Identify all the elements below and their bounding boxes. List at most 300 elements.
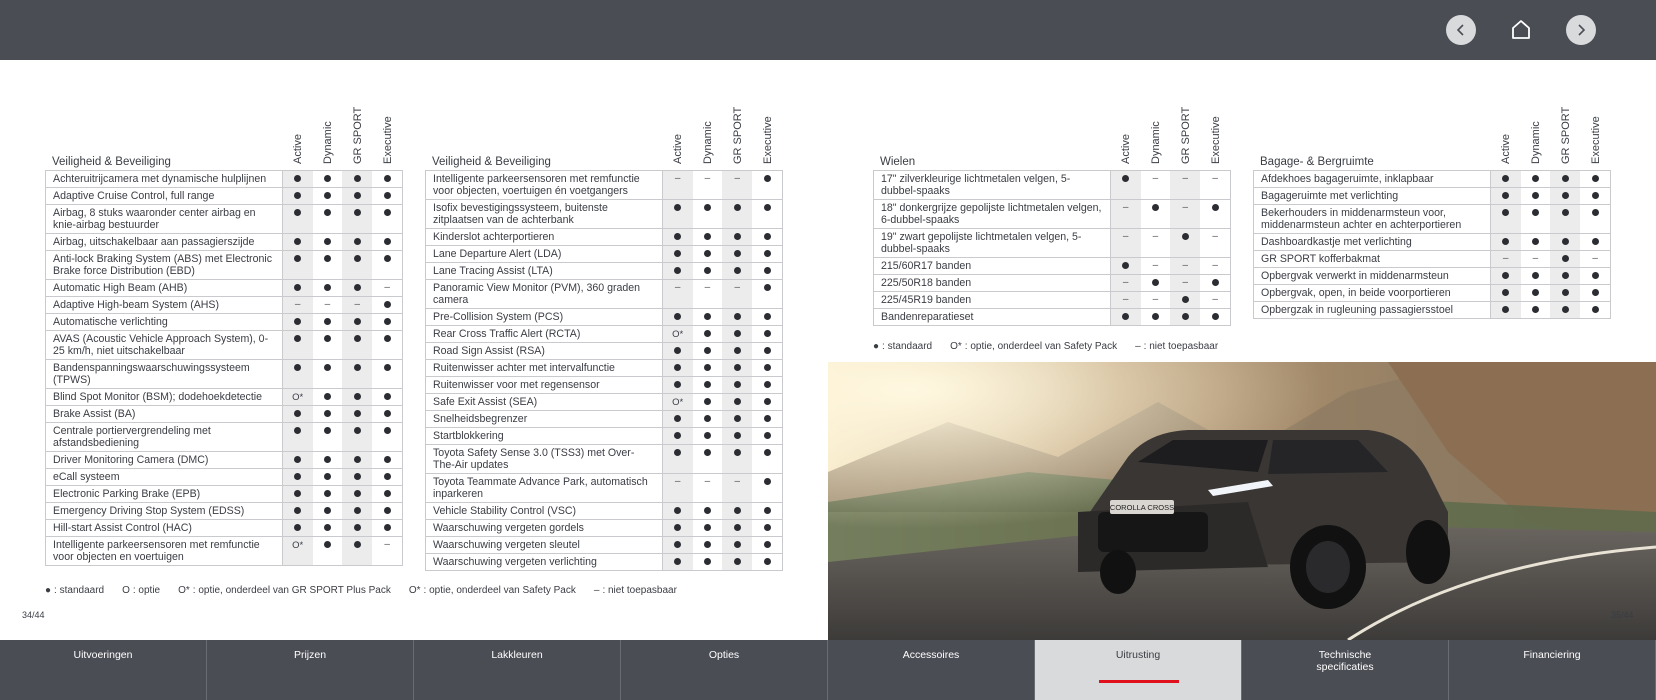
availability-cell <box>722 445 752 473</box>
feature-label: Rear Cross Traffic Alert (RCTA) <box>426 326 663 342</box>
availability-cell <box>283 503 313 519</box>
legend-standard: ● : standaard <box>873 341 933 352</box>
standard-dot-icon <box>674 524 681 531</box>
table-row <box>426 309 782 326</box>
availability-cell <box>372 280 402 296</box>
standard-dot-icon <box>1502 306 1509 313</box>
standard-dot-icon <box>734 524 741 531</box>
standard-dot-icon <box>764 507 771 514</box>
availability-cell <box>663 394 693 410</box>
availability-cell <box>752 309 782 325</box>
availability-cell <box>1170 309 1200 325</box>
availability-cell <box>1550 205 1580 233</box>
table-row <box>1254 171 1610 188</box>
availability-cell <box>1491 171 1521 187</box>
feature-label: Hill-start Assist Control (HAC) <box>46 520 283 536</box>
availability-cell <box>722 520 752 536</box>
availability-cell <box>1521 234 1551 250</box>
feature-label: Vehicle Stability Control (VSC) <box>426 503 663 519</box>
standard-dot-icon <box>764 558 771 565</box>
column-header-label: Executive <box>382 116 394 164</box>
standard-dot-icon <box>674 233 681 240</box>
availability-cell <box>693 263 723 279</box>
column-header <box>373 94 403 164</box>
table-row <box>1254 234 1610 251</box>
availability-cell <box>752 428 782 444</box>
standard-dot-icon <box>1502 209 1509 216</box>
standard-dot-icon <box>1592 192 1599 199</box>
availability-cell <box>1491 205 1521 233</box>
standard-dot-icon <box>764 284 771 291</box>
availability-cell <box>313 251 343 279</box>
availability-cell <box>283 314 313 330</box>
active-tab-indicator <box>1099 680 1179 683</box>
not-applicable-mark: – <box>1152 173 1159 184</box>
availability-cell <box>663 428 693 444</box>
not-applicable-mark: – <box>384 539 390 550</box>
availability-cell <box>1521 285 1551 301</box>
standard-dot-icon <box>384 490 391 497</box>
standard-dot-icon <box>1122 175 1129 182</box>
availability-cell <box>663 503 693 519</box>
standard-dot-icon <box>674 558 681 565</box>
safety-table-1 <box>45 100 403 566</box>
availability-cell <box>1550 268 1580 284</box>
availability-cell <box>283 234 313 250</box>
tab-prijzen[interactable] <box>207 640 414 700</box>
table-header <box>425 100 783 170</box>
availability-cell <box>372 537 402 565</box>
standard-dot-icon <box>704 398 711 405</box>
availability-cell <box>313 331 343 359</box>
standard-dot-icon <box>704 541 711 548</box>
standard-dot-icon <box>324 255 331 262</box>
column-header <box>1491 94 1521 164</box>
availability-cell <box>1200 258 1230 274</box>
not-applicable-mark: – <box>324 299 331 310</box>
standard-dot-icon <box>324 507 331 514</box>
availability-cell <box>372 452 402 468</box>
standard-dot-icon <box>354 393 361 400</box>
availability-cell <box>342 314 372 330</box>
standard-dot-icon <box>764 175 771 182</box>
standard-dot-icon <box>354 175 361 182</box>
standard-dot-icon <box>1562 192 1569 199</box>
table-row <box>426 343 782 360</box>
feature-label: Airbag, uitschakelbaar aan passagierszijde <box>46 234 283 250</box>
table-row <box>426 246 782 263</box>
availability-cell <box>693 280 723 308</box>
availability-cell <box>722 280 752 308</box>
feature-label: Airbag, 8 stuks waaronder center airbag en knie-airbag bestuurder <box>46 205 283 233</box>
availability-cell <box>1491 268 1521 284</box>
standard-dot-icon <box>1502 238 1509 245</box>
standard-dot-icon <box>1562 209 1569 216</box>
standard-dot-icon <box>1592 289 1599 296</box>
option-mark: O* <box>672 397 684 408</box>
column-header-label: Executive <box>762 116 774 164</box>
standard-dot-icon <box>1122 262 1129 269</box>
availability-cell <box>663 520 693 536</box>
standard-dot-icon <box>294 524 301 531</box>
column-header <box>1201 94 1231 164</box>
availability-cell <box>283 469 313 485</box>
standard-dot-icon <box>764 398 771 405</box>
standard-dot-icon <box>294 238 301 245</box>
standard-dot-icon <box>324 456 331 463</box>
standard-dot-icon <box>1532 289 1539 296</box>
not-applicable-mark: – <box>1122 277 1129 288</box>
standard-dot-icon <box>354 284 361 291</box>
table-row <box>1254 268 1610 285</box>
tab-accessoires[interactable] <box>828 640 1035 700</box>
availability-cell <box>693 537 723 553</box>
column-header <box>693 94 723 164</box>
feature-label: Afdekhoes bagageruimte, inklapbaar <box>1254 171 1491 187</box>
availability-cell <box>313 280 343 296</box>
not-applicable-mark: – <box>1182 202 1189 213</box>
availability-cell <box>663 200 693 228</box>
availability-cell <box>752 171 782 199</box>
standard-dot-icon <box>704 313 711 320</box>
not-applicable-mark: – <box>1122 202 1129 213</box>
table-row <box>874 200 1230 229</box>
feature-table <box>1253 170 1611 319</box>
feature-label: Bandenreparatieset <box>874 309 1111 325</box>
tab-uitrusting[interactable] <box>1035 640 1242 700</box>
table-title: Veiligheid & Beveiliging <box>52 156 171 168</box>
availability-cell <box>1580 285 1610 301</box>
availability-cell <box>752 445 782 473</box>
standard-dot-icon <box>734 381 741 388</box>
standard-dot-icon <box>764 541 771 548</box>
availability-cell <box>1111 229 1141 257</box>
availability-cell <box>722 537 752 553</box>
home-button[interactable] <box>1506 14 1536 44</box>
availability-cell <box>283 188 313 204</box>
availability-cell <box>693 428 723 444</box>
feature-label: Achteruitrijcamera met dynamische hulplijnen <box>46 171 283 187</box>
availability-cell <box>752 377 782 393</box>
column-header-label: Dynamic <box>1150 121 1162 164</box>
standard-dot-icon <box>324 490 331 497</box>
availability-cell <box>313 234 343 250</box>
table-row <box>426 394 782 411</box>
option-mark: O* <box>672 329 684 340</box>
car-illustration <box>828 362 1656 640</box>
availability-cell <box>283 486 313 502</box>
standard-dot-icon <box>384 238 391 245</box>
standard-dot-icon <box>734 507 741 514</box>
standard-dot-icon <box>384 301 391 308</box>
standard-dot-icon <box>704 364 711 371</box>
table-row <box>426 474 782 503</box>
feature-label: Safe Exit Assist (SEA) <box>426 394 663 410</box>
standard-dot-icon <box>704 507 711 514</box>
not-applicable-mark: – <box>734 173 741 184</box>
feature-label: Toyota Teammate Advance Park, automatisch inparkeren <box>426 474 663 502</box>
table-title: Veiligheid & Beveiliging <box>432 156 551 168</box>
availability-cell <box>1521 188 1551 204</box>
availability-cell <box>283 406 313 422</box>
option-mark: O* <box>292 540 304 551</box>
availability-cell <box>313 188 343 204</box>
availability-cell <box>663 229 693 245</box>
table-title: Bagage- & Bergruimte <box>1260 156 1374 168</box>
table-row <box>426 537 782 554</box>
standard-dot-icon <box>764 313 771 320</box>
standard-dot-icon <box>704 449 711 456</box>
not-applicable-mark: – <box>674 282 681 293</box>
feature-label: 17" zilverkleurige lichtmetalen velgen, 5-dubbel-spaaks <box>874 171 1111 199</box>
standard-dot-icon <box>764 381 771 388</box>
availability-cell <box>693 360 723 376</box>
availability-cell <box>1491 234 1521 250</box>
availability-cell <box>372 503 402 519</box>
feature-label: Waarschuwing vergeten sleutel <box>426 537 663 553</box>
availability-cell <box>693 520 723 536</box>
standard-dot-icon <box>674 204 681 211</box>
table-row <box>874 258 1230 275</box>
availability-cell <box>372 234 402 250</box>
tab-label: Financiering <box>1523 649 1581 661</box>
availability-cell <box>313 469 343 485</box>
tab-financiering[interactable] <box>1449 640 1656 700</box>
availability-cell <box>313 389 343 405</box>
standard-dot-icon <box>354 507 361 514</box>
feature-label: Ruitenwisser voor met regensensor <box>426 377 663 393</box>
availability-cell <box>372 486 402 502</box>
availability-cell <box>722 229 752 245</box>
availability-cell <box>1141 200 1171 228</box>
availability-cell <box>342 423 372 451</box>
standard-dot-icon <box>324 175 331 182</box>
availability-cell <box>722 474 752 502</box>
standard-dot-icon <box>384 335 391 342</box>
availability-cell <box>283 520 313 536</box>
tab-uitvoeringen[interactable] <box>0 640 207 700</box>
availability-cell <box>372 406 402 422</box>
availability-cell <box>283 537 313 565</box>
table-row <box>46 423 402 452</box>
chevron-right-icon <box>1574 23 1588 37</box>
standard-dot-icon <box>294 318 301 325</box>
standard-dot-icon <box>1562 306 1569 313</box>
availability-cell <box>283 297 313 313</box>
standard-dot-icon <box>1562 175 1569 182</box>
standard-dot-icon <box>734 541 741 548</box>
standard-dot-icon <box>674 313 681 320</box>
availability-cell <box>752 360 782 376</box>
table-header <box>873 100 1231 170</box>
standard-dot-icon <box>764 415 771 422</box>
standard-dot-icon <box>384 473 391 480</box>
table-row <box>426 377 782 394</box>
availability-cell <box>1550 302 1580 318</box>
standard-dot-icon <box>354 473 361 480</box>
availability-cell <box>752 554 782 570</box>
availability-cell <box>1521 171 1551 187</box>
availability-cell <box>722 377 752 393</box>
availability-cell <box>1170 171 1200 199</box>
standard-dot-icon <box>1592 272 1599 279</box>
availability-cell <box>1550 171 1580 187</box>
standard-dot-icon <box>324 209 331 216</box>
availability-cell <box>313 452 343 468</box>
not-applicable-mark: – <box>1212 231 1218 242</box>
feature-label: 18" donkergrijze gepolijste lichtmetalen velgen, 6-dubbel-spaaks <box>874 200 1111 228</box>
availability-cell <box>722 394 752 410</box>
standard-dot-icon <box>1592 209 1599 216</box>
availability-cell <box>663 537 693 553</box>
standard-dot-icon <box>324 541 331 548</box>
standard-dot-icon <box>1182 313 1189 320</box>
availability-cell <box>342 280 372 296</box>
column-header <box>1141 94 1171 164</box>
availability-cell <box>342 297 372 313</box>
table-row <box>46 251 402 280</box>
column-header-label: Dynamic <box>702 121 714 164</box>
availability-cell <box>1111 309 1141 325</box>
next-page-button[interactable] <box>1566 15 1596 45</box>
car-photo <box>828 362 1656 640</box>
feature-label: Dashboardkastje met verlichting <box>1254 234 1491 250</box>
feature-label: Blind Spot Monitor (BSM); dodehoekdetectie <box>46 389 283 405</box>
column-header <box>1111 94 1141 164</box>
column-header <box>1581 94 1611 164</box>
standard-dot-icon <box>674 364 681 371</box>
availability-cell <box>342 171 372 187</box>
availability-cell <box>342 537 372 565</box>
standard-dot-icon <box>764 478 771 485</box>
feature-label: Waarschuwing vergeten gordels <box>426 520 663 536</box>
availability-cell <box>1491 302 1521 318</box>
standard-dot-icon <box>384 456 391 463</box>
availability-cell <box>663 171 693 199</box>
legend-na: – : niet toepasbaar <box>1135 341 1219 352</box>
feature-label: Lane Departure Alert (LDA) <box>426 246 663 262</box>
availability-cell <box>342 389 372 405</box>
availability-cell <box>1491 188 1521 204</box>
availability-cell <box>1111 171 1141 199</box>
page-number-right: 35/44 <box>1611 610 1634 620</box>
availability-cell <box>1170 229 1200 257</box>
availability-cell <box>752 503 782 519</box>
standard-dot-icon <box>354 541 361 548</box>
table-row <box>874 275 1230 292</box>
feature-label: Automatische verlichting <box>46 314 283 330</box>
not-applicable-mark: – <box>1182 260 1189 271</box>
feature-table <box>425 170 783 571</box>
standard-dot-icon <box>384 255 391 262</box>
legend-safety-option: O* : optie, onderdeel van Safety Pack <box>950 341 1118 352</box>
availability-cell <box>722 554 752 570</box>
table-title: Wielen <box>880 156 916 168</box>
availability-cell <box>342 205 372 233</box>
availability-cell <box>752 537 782 553</box>
standard-dot-icon <box>1212 204 1219 211</box>
standard-dot-icon <box>324 427 331 434</box>
availability-cell <box>1491 285 1521 301</box>
not-applicable-mark: – <box>734 282 741 293</box>
availability-cell <box>752 326 782 342</box>
table-row <box>46 234 402 251</box>
tab-label: Technische specificaties <box>1316 649 1374 673</box>
table-row <box>46 360 402 389</box>
top-bar <box>0 0 1656 60</box>
availability-cell <box>752 200 782 228</box>
availability-cell <box>372 389 402 405</box>
table-row <box>426 428 782 445</box>
availability-cell <box>722 263 752 279</box>
legend-option: O : optie <box>122 585 161 596</box>
table-row <box>426 445 782 474</box>
table-row <box>46 331 402 360</box>
availability-cell <box>1521 302 1551 318</box>
availability-cell <box>752 280 782 308</box>
feature-label: 215/60R17 banden <box>874 258 1111 274</box>
availability-cell <box>1141 275 1171 291</box>
feature-label: Isofix bevestigingssysteem, buitenste zitplaatsen van de achterbank <box>426 200 663 228</box>
availability-cell <box>313 205 343 233</box>
chevron-left-icon <box>1454 23 1468 37</box>
tab-technische-specificaties[interactable] <box>1242 640 1449 700</box>
prev-page-button[interactable] <box>1446 15 1476 45</box>
availability-cell <box>342 188 372 204</box>
availability-cell <box>722 343 752 359</box>
column-header-label: Active <box>292 134 304 164</box>
standard-dot-icon <box>734 432 741 439</box>
standard-dot-icon <box>674 507 681 514</box>
availability-cell <box>342 520 372 536</box>
table-row <box>46 537 402 565</box>
legend-right <box>873 341 1218 352</box>
availability-cell <box>1200 229 1230 257</box>
standard-dot-icon <box>294 427 301 434</box>
availability-cell <box>1111 292 1141 308</box>
standard-dot-icon <box>764 250 771 257</box>
standard-dot-icon <box>384 507 391 514</box>
standard-dot-icon <box>674 415 681 422</box>
feature-label: Startblokkering <box>426 428 663 444</box>
legend-safety-option: O* : optie, onderdeel van Safety Pack <box>408 585 576 596</box>
standard-dot-icon <box>734 313 741 320</box>
standard-dot-icon <box>734 233 741 240</box>
standard-dot-icon <box>294 255 301 262</box>
standard-dot-icon <box>354 490 361 497</box>
availability-cell <box>283 251 313 279</box>
table-row <box>46 188 402 205</box>
tab-opties[interactable] <box>621 640 828 700</box>
standard-dot-icon <box>704 330 711 337</box>
availability-cell <box>752 343 782 359</box>
feature-label: Intelligente parkeersensoren met remfunctie voor objecten, voertuigen én voetgangers <box>426 171 663 199</box>
luggage-table <box>1253 100 1611 319</box>
tab-lakkleuren[interactable] <box>414 640 621 700</box>
availability-cell <box>1141 171 1171 199</box>
standard-dot-icon <box>294 335 301 342</box>
feature-label: Brake Assist (BA) <box>46 406 283 422</box>
availability-cell <box>1141 292 1171 308</box>
standard-dot-icon <box>1212 313 1219 320</box>
table-row <box>46 171 402 188</box>
feature-label: Snelheidsbegrenzer <box>426 411 663 427</box>
feature-label: Intelligente parkeersensoren met remfunctie voor objecten en voertuigen <box>46 537 283 565</box>
availability-cell <box>1491 251 1521 267</box>
availability-cell <box>1141 309 1171 325</box>
availability-cell <box>693 229 723 245</box>
availability-cell <box>752 474 782 502</box>
